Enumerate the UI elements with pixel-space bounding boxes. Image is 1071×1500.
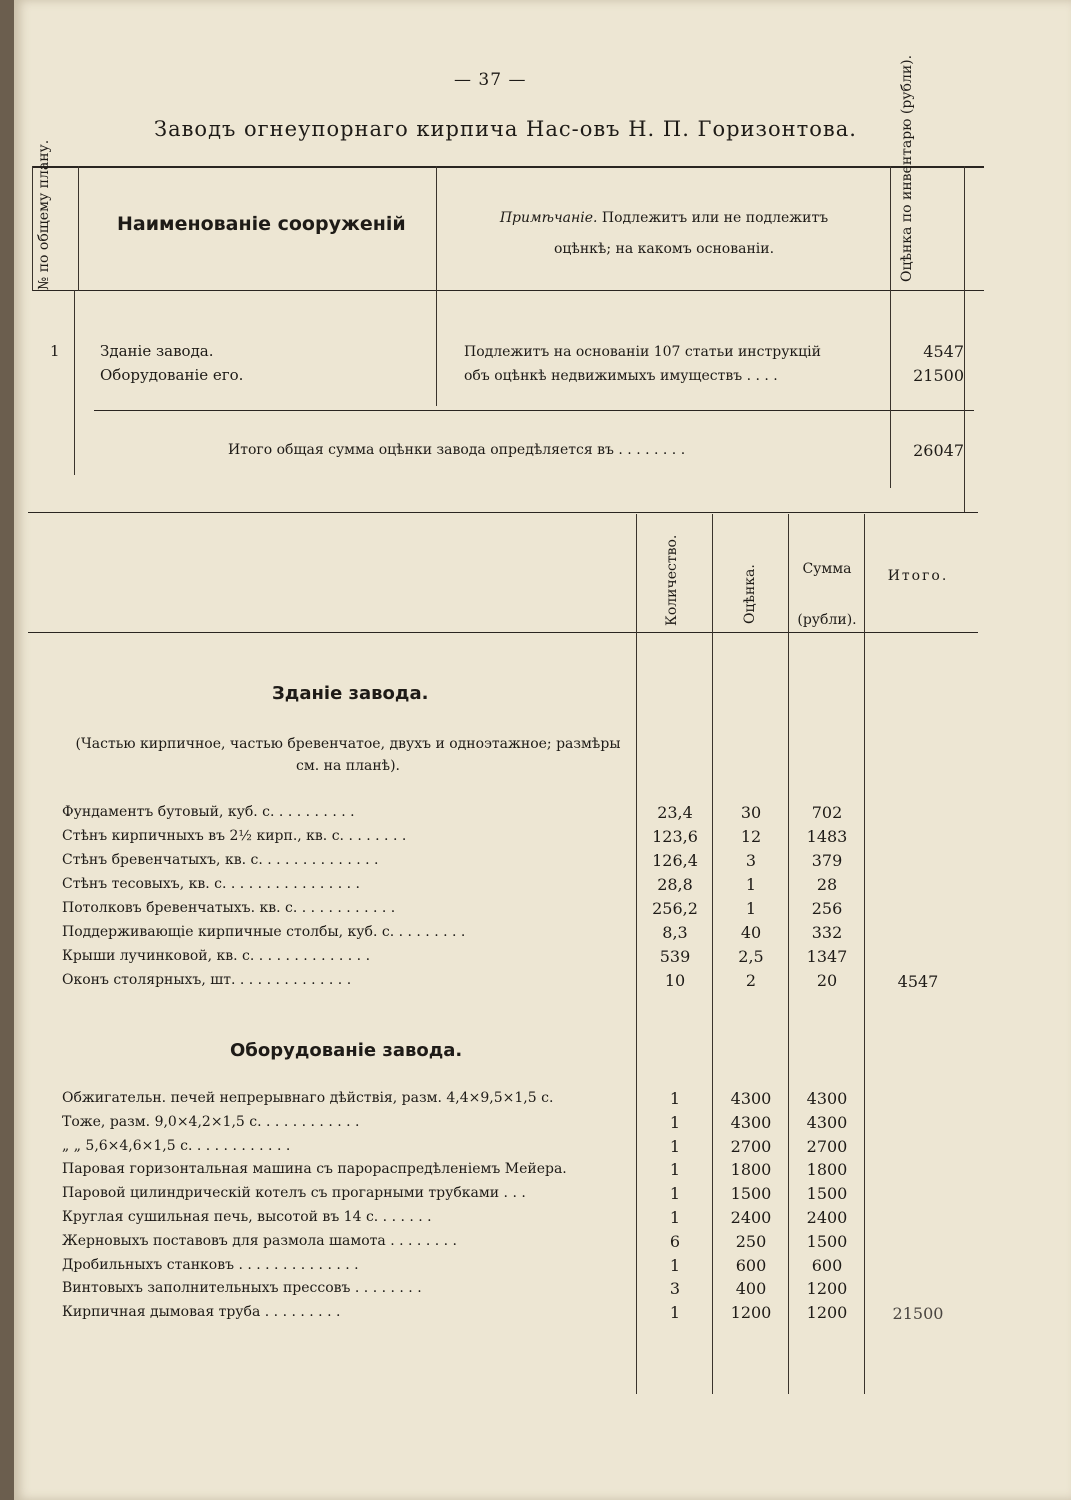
summary-col-divider-4 xyxy=(436,166,437,406)
row-rate: 250 xyxy=(735,1231,767,1251)
header-note xyxy=(454,203,874,265)
building-note-line1: (Частью кирпичное, частью бревенчатое, двухъ и одноэтажное; размѣры xyxy=(75,736,621,752)
row-rate: 400 xyxy=(735,1279,767,1299)
row-quantity: 1 xyxy=(669,1112,681,1132)
summary-total-label: Итого общая сумма оцѣнки завода опредѣляется въ . . . . . . . . xyxy=(228,442,686,458)
row-sum: 2400 xyxy=(806,1208,848,1227)
row-sum: 2700 xyxy=(806,1136,848,1156)
row-quantity: 123,6 xyxy=(652,827,698,846)
header-note-italic: Примѣчаніе. xyxy=(499,210,598,226)
row-sum: 28 xyxy=(816,875,838,894)
summary-row-no: 1 xyxy=(50,342,60,360)
row-rate: 30 xyxy=(740,803,762,822)
row-rate: 600 xyxy=(735,1255,767,1275)
row-rate: 2 xyxy=(745,971,757,990)
summary-row-note-1: Подлежитъ на основаніи 107 статьи инструкцій xyxy=(464,344,821,360)
row-sum: 1200 xyxy=(806,1303,848,1323)
row-sum: 256 xyxy=(811,899,843,918)
row-item-name: Фундаментъ бутовый, куб. с. . . . . . . . . . xyxy=(62,804,355,820)
building-note-line2: см. на планѣ). xyxy=(295,758,400,774)
row-quantity: 1 xyxy=(669,1208,681,1227)
row-sum: 600 xyxy=(811,1255,843,1275)
row-rate: 12 xyxy=(740,827,762,846)
row-quantity: 1 xyxy=(669,1160,681,1180)
row-rate: 3 xyxy=(745,851,757,870)
summary-col-divider-1 xyxy=(32,166,33,291)
row-item-name: „ „ 5,6×4,6×1,5 с. . . . . . . . . . . . xyxy=(62,1137,291,1154)
header-note-rest: Подлежитъ или не подлежитъ xyxy=(597,210,829,226)
detail-col-divider-total xyxy=(864,514,865,1394)
header-sum-line2: (рубли). xyxy=(797,612,857,628)
row-rate: 1 xyxy=(745,875,757,894)
summary-row-value-2: 21500 xyxy=(913,366,964,385)
header-note-line2: оцѣнкѣ; на какомъ основаніи. xyxy=(553,241,775,257)
row-quantity: 126,4 xyxy=(652,851,698,870)
row-item-name: Жерновыхъ поставовъ для размола шамота . . . . . . . . xyxy=(62,1232,457,1249)
row-quantity: 1 xyxy=(669,1303,681,1323)
row-rate: 4300 xyxy=(730,1089,772,1108)
row-sum: 1200 xyxy=(806,1279,848,1299)
row-quantity: 539 xyxy=(659,947,691,966)
header-rate xyxy=(742,514,759,624)
row-quantity: 28,8 xyxy=(657,875,693,894)
row-item-name: Потолковъ бревенчатыхъ. кв. с. . . . . . . . . . . . xyxy=(62,900,396,916)
summary-row-value-1: 4547 xyxy=(923,342,964,361)
page-number: — 37 — xyxy=(454,70,527,90)
row-item-name: Дробильныхъ станковъ . . . . . . . . . . . . . . xyxy=(62,1256,359,1273)
header-quantity xyxy=(664,516,681,626)
row-item-name: Поддерживающіе кирпичные столбы, куб. с. . . . . . . . . xyxy=(62,924,466,940)
summary-col-divider-6 xyxy=(964,166,965,512)
building-total: 4547 xyxy=(897,972,939,991)
row-rate: 1 xyxy=(745,899,757,918)
summary-row-name-2: Оборудованіе его. xyxy=(100,366,244,384)
row-sum: 4300 xyxy=(806,1089,848,1108)
row-rate: 2400 xyxy=(730,1208,772,1227)
summary-top-rule xyxy=(32,166,984,168)
row-rate: 4300 xyxy=(730,1112,772,1132)
summary-bottom-rule xyxy=(28,512,978,513)
row-sum: 4300 xyxy=(806,1112,848,1132)
equipment-total: 21500 xyxy=(892,1304,944,1323)
section-heading-building: Зданіе завода. xyxy=(272,683,429,704)
row-quantity: 1 xyxy=(669,1255,681,1275)
header-valuation-text: Оцѣнка по инвентарю (рубли). xyxy=(899,54,915,282)
summary-header-rule xyxy=(32,290,984,291)
row-rate: 2,5 xyxy=(738,947,764,966)
row-rate: 1800 xyxy=(730,1160,772,1180)
row-sum: 379 xyxy=(811,851,843,870)
row-item-name: Крыши лучинковой, кв. с. . . . . . . . . . . . . . xyxy=(62,948,371,964)
document-title: Заводъ огнеупорнаго кирпича Нас-овъ Н. П. Горизонтова. xyxy=(154,117,857,141)
row-sum: 702 xyxy=(811,803,843,822)
scanned-page xyxy=(14,0,1071,1500)
row-item-name: Круглая сушильная печь, высотой въ 14 с. . . . . . . xyxy=(62,1209,432,1225)
row-item-name: Стѣнъ кирпичныхъ въ 2½ кирп., кв. с. . . . . . . . xyxy=(62,828,407,844)
row-item-name: Паровая горизонтальная машина съ парораспредѣленіемъ Мейера. xyxy=(62,1161,567,1178)
row-quantity: 23,4 xyxy=(657,803,693,822)
row-sum: 1500 xyxy=(806,1231,848,1251)
row-rate: 1200 xyxy=(730,1303,772,1323)
summary-row-name-1: Зданіе завода. xyxy=(100,342,214,360)
header-valuation xyxy=(897,54,917,282)
detail-col-divider-rate xyxy=(712,514,713,1394)
row-sum: 1483 xyxy=(806,827,848,846)
header-sum xyxy=(790,544,864,646)
row-quantity: 10 xyxy=(664,971,686,990)
row-sum: 1347 xyxy=(806,947,848,966)
row-item-name: Обжигательн. печей непрерывнаго дѣйствія, разм. 4,4×9,5×1,5 с. xyxy=(62,1090,554,1106)
header-sum-line1: Сумма xyxy=(802,561,852,577)
row-rate: 1500 xyxy=(730,1184,772,1204)
row-rate: 40 xyxy=(740,923,762,942)
row-item-name: Кирпичная дымовая труба . . . . . . . . . xyxy=(62,1304,341,1321)
row-sum: 332 xyxy=(811,923,843,942)
row-sum: 1800 xyxy=(806,1160,848,1180)
summary-col-divider-2 xyxy=(78,166,79,291)
header-total: Итого. xyxy=(887,568,949,584)
row-item-name: Стѣнъ тесовыхъ, кв. с. . . . . . . . . . . . . . . . xyxy=(62,876,360,892)
row-quantity: 1 xyxy=(669,1184,681,1204)
summary-col-divider-3 xyxy=(74,290,75,475)
row-sum: 1500 xyxy=(806,1184,848,1204)
header-quantity-text: Количество. xyxy=(664,534,680,626)
row-item-name: Паровой цилиндрическій котелъ съ прогарными трубками . . . xyxy=(62,1185,526,1202)
row-item-name: Винтовыхъ заполнительныхъ прессовъ . . . . . . . . xyxy=(62,1280,422,1297)
row-quantity: 8,3 xyxy=(662,923,688,942)
row-quantity: 3 xyxy=(669,1279,681,1299)
row-item-name: Стѣнъ бревенчатыхъ, кв. с. . . . . . . . . . . . . . xyxy=(62,852,379,868)
summary-total-value: 26047 xyxy=(913,441,964,460)
detail-col-divider-sum xyxy=(788,514,789,1394)
row-sum: 20 xyxy=(816,971,838,990)
row-quantity: 256,2 xyxy=(652,899,698,918)
summary-subtotal-rule xyxy=(94,410,974,411)
header-name: Наименованіе сооруженій xyxy=(117,213,406,235)
header-rate-text: Оцѣнка. xyxy=(742,564,758,624)
row-quantity: 1 xyxy=(669,1089,681,1108)
book-spine xyxy=(0,0,14,1500)
row-rate: 2700 xyxy=(730,1136,772,1156)
header-plan-no xyxy=(36,139,53,290)
row-item-name: Тоже, разм. 9,0×4,2×1,5 с. . . . . . . . . . . . xyxy=(62,1113,360,1130)
section-heading-equipment: Оборудованіе завода. xyxy=(230,1040,463,1061)
building-note xyxy=(58,733,638,777)
header-plan-no-text: № по общему плану. xyxy=(36,139,52,290)
row-quantity: 6 xyxy=(669,1231,681,1251)
row-item-name: Оконъ столярныхъ, шт. . . . . . . . . . . . . . xyxy=(62,972,352,988)
summary-col-divider-5 xyxy=(890,166,891,488)
row-quantity: 1 xyxy=(669,1136,681,1156)
summary-row-note-2: объ оцѣнкѣ недвижимыхъ имуществъ . . . . xyxy=(464,368,778,384)
